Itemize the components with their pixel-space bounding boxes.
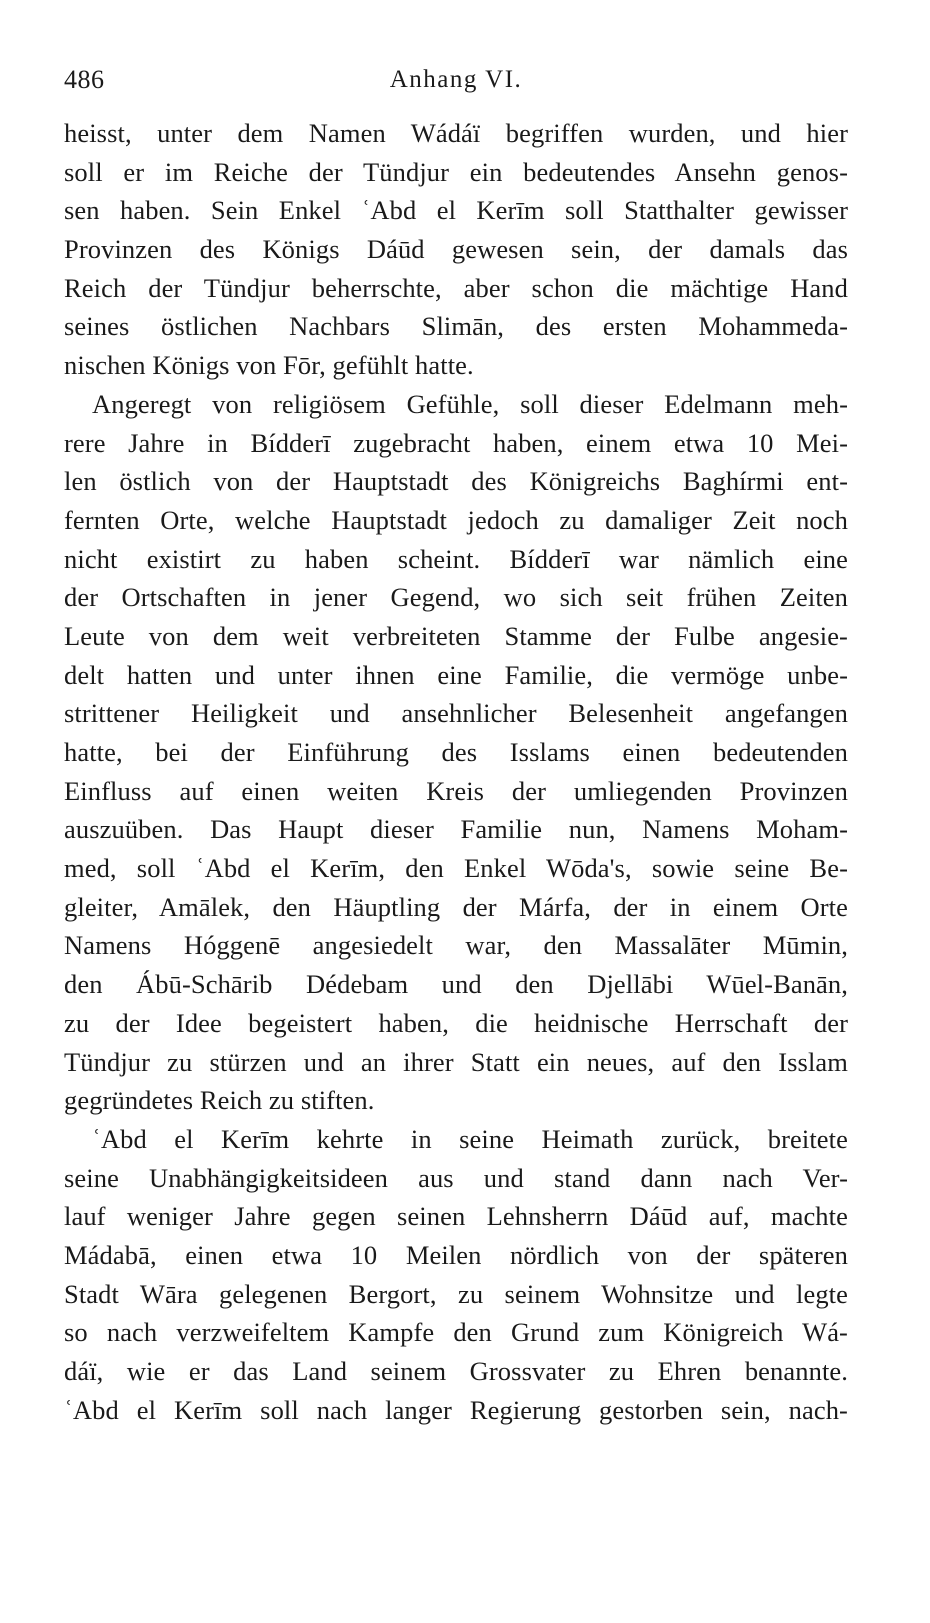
body-text bbox=[64, 114, 848, 1429]
text-line: sen haben. Sein Enkel ʿAbd el Kerīm soll Statthalter gewisser bbox=[64, 195, 848, 226]
text-line: len östlich von der Hauptstadt des Königreichs Baghírmi ent- bbox=[64, 466, 848, 497]
text-line: heisst, unter dem Namen Wádáï begriffen wurden, und hier bbox=[64, 118, 848, 148]
text-line: seine Unabhängigkeitsideen aus und stand dann nach Ver- bbox=[64, 1162, 848, 1193]
text-line: soll er im Reiche der Tündjur ein bedeutendes Ansehn genos- bbox=[64, 156, 848, 187]
text-line: Provinzen des Königs Dáūd gewesen sein, der damals das bbox=[64, 234, 848, 265]
running-head: Anhang VI. bbox=[389, 66, 523, 93]
text-line: nicht existirt zu haben scheint. Bídderī war nämlich eine bbox=[64, 543, 848, 574]
text-line: nischen Königs von Fōr, gefühlt hatte. bbox=[64, 350, 474, 381]
text-line: Leute von dem weit verbreiteten Stamme der Fulbe angesie- bbox=[64, 620, 848, 651]
text-line: seines östlichen Nachbars Slimān, des ersten Mohammeda- bbox=[64, 311, 848, 342]
text-line: Reich der Tündjur beherrschte, aber schon die mächtige Hand bbox=[64, 272, 848, 303]
text-line: so nach verzweifeltem Kampfe den Grund zum Königreich Wá- bbox=[64, 1317, 848, 1348]
text-line: delt hatten und unter ihnen eine Familie, die vermöge unbe- bbox=[64, 659, 848, 690]
text-line: rere Jahre in Bídderī zugebracht haben, einem etwa 10 Mei- bbox=[64, 427, 848, 458]
text-line: zu der Idee begeistert haben, die heidnische Herrschaft der bbox=[64, 1007, 848, 1038]
text-line: ʿAbd el Kerīm soll nach langer Regierung gestorben sein, nach- bbox=[64, 1394, 848, 1425]
text-line: den Ábū-Schārib Dédebam und den Djellābi Wūel-Banān, bbox=[64, 969, 848, 1000]
text-line: hatte, bei der Einführung des Isslams einen bedeutenden bbox=[64, 737, 848, 767]
page-number: 486 bbox=[64, 65, 105, 94]
text-line: Stadt Wāra gelegenen Bergort, zu seinem Wohnsitze und legte bbox=[64, 1278, 848, 1309]
text-line: Einfluss auf einen weiten Kreis der umliegenden Provinzen bbox=[64, 775, 848, 806]
text-line: gegründetes Reich zu stiften. bbox=[64, 1085, 375, 1116]
text-line: gleiter, Amālek, den Häuptling der Márfa, der in einem Orte bbox=[64, 891, 848, 922]
text-line: med, soll ʿAbd el Kerīm, den Enkel Wōda's, sowie seine Be- bbox=[64, 853, 848, 884]
page-header bbox=[64, 60, 848, 100]
text-line: Mádabā, einen etwa 10 Meilen nördlich von der späteren bbox=[64, 1239, 848, 1270]
text-line: auszuüben. Das Haupt dieser Familie nun, Namens Moham- bbox=[64, 814, 848, 845]
text-line: Angeregt von religiösem Gefühle, soll dieser Edelmann meh- bbox=[92, 388, 848, 419]
text-line: dáï, wie er das Land seinem Grossvater zu Ehren benannte. bbox=[64, 1356, 848, 1386]
text-line: der Ortschaften in jener Gegend, wo sich seit frühen Zeiten bbox=[64, 582, 848, 613]
text-line: lauf weniger Jahre gegen seinen Lehnsherrn Dáūd auf, machte bbox=[64, 1201, 848, 1232]
text-line: fernten Orte, welche Hauptstadt jedoch zu damaliger Zeit noch bbox=[64, 504, 848, 535]
text-line: ʿAbd el Kerīm kehrte in seine Heimath zurück, breitete bbox=[92, 1123, 848, 1154]
text-line: Tündjur zu stürzen und an ihrer Statt ein neues, auf den Isslam bbox=[64, 1046, 848, 1077]
text-line: strittener Heiligkeit und ansehnlicher Belesenheit angefangen bbox=[64, 698, 848, 729]
text-line: Namens Hóggenē angesiedelt war, den Massalāter Mūmin, bbox=[64, 930, 848, 961]
